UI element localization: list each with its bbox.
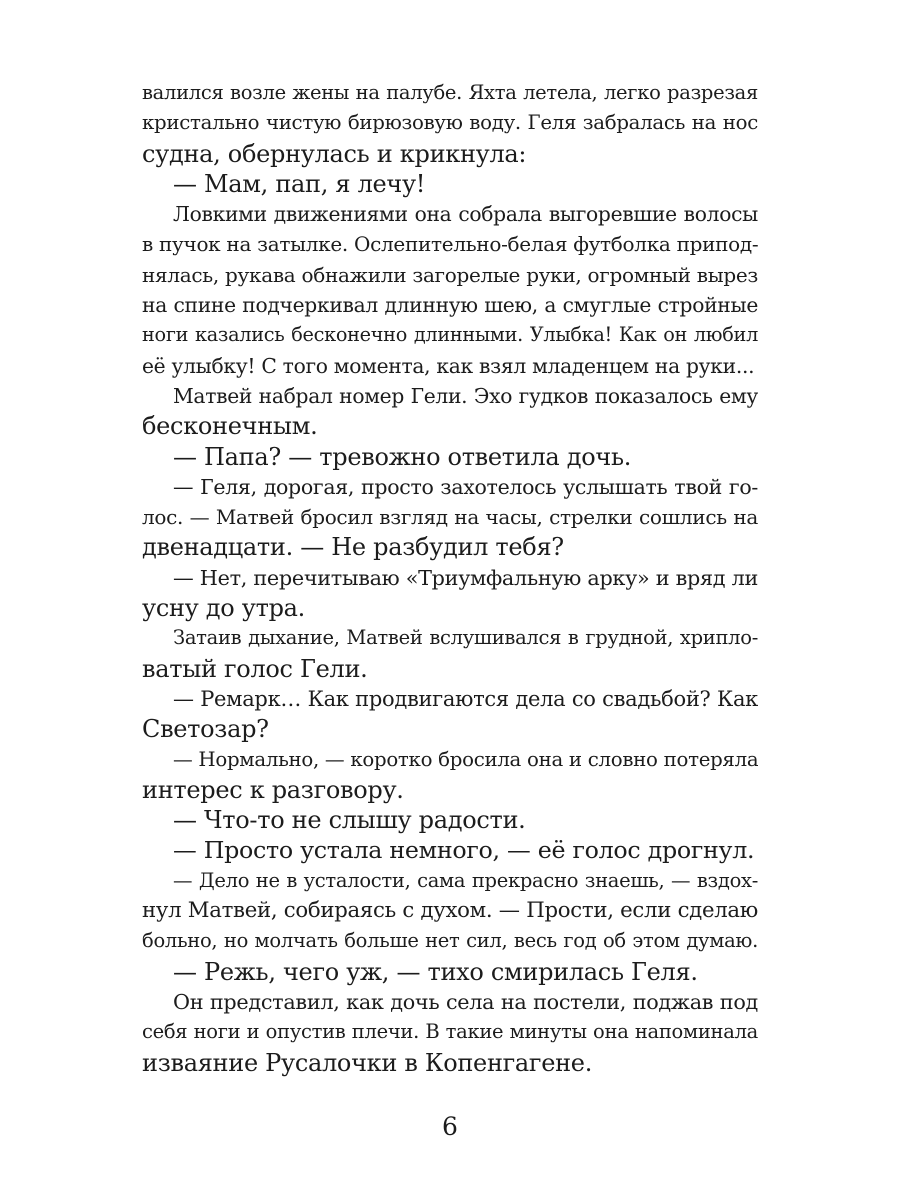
text-line: себя ноги и опустив плечи. В такие минуты она напоминала xyxy=(142,1020,758,1044)
text-line: судна, обернулась и крикнула: xyxy=(142,139,527,168)
dialogue-line: — Нормально, — коротко бросила она и словно потеряла xyxy=(173,747,758,771)
book-page-text xyxy=(142,78,758,1078)
paragraph-start: Ловкими движениями она собрала выгоревшие волосы xyxy=(173,202,758,227)
text-line: лос. — Матвей бросил взгляд на часы, стрелки сошлись на xyxy=(142,505,758,530)
paragraph-start: Матвей набрал номер Гели. Эхо гудков показалось ему xyxy=(173,383,758,408)
dialogue-line: — Что-то не слышу радости. xyxy=(173,806,526,835)
text-line: двенадцати. — Не разбудил тебя? xyxy=(142,533,564,562)
text-line: изваяние Русалочки в Копенгагене. xyxy=(142,1048,593,1077)
text-line: больно, но молчать больше нет сил, весь год об этом думаю. xyxy=(142,929,758,953)
dialogue-line: — Геля, дорогая, просто захотелось услышать твой го- xyxy=(173,474,758,499)
dialogue-line: — Нет, перечитываю «Триумфальную арку» и вряд ли xyxy=(173,565,758,590)
text-line: Светозар? xyxy=(142,715,269,744)
text-line: интерес к разговору. xyxy=(142,775,404,804)
text-line: бесконечным. xyxy=(142,412,318,441)
text-line: её улыбку! С того момента, как взял младенцем на руки... xyxy=(142,353,755,378)
text-line: нул Матвей, собираясь с духом. — Прости, если сделаю xyxy=(142,898,758,924)
text-line: усну до утра. xyxy=(142,594,305,623)
text-line: ватый голос Гели. xyxy=(142,654,368,683)
text-line: кристально чистую бирюзовую воду. Геля забралась на нос xyxy=(142,111,758,135)
dialogue-line: — Дело не в усталости, сама прекрасно знаешь, — вздох- xyxy=(173,868,758,892)
text-line: ноги казались бесконечно длинными. Улыбка! Как он любил xyxy=(142,323,758,347)
paragraph-start: Он представил, как дочь села на постели, поджав под xyxy=(173,989,758,1014)
dialogue-line: — Просто устала немного, — её голос дрогнул. xyxy=(173,836,755,865)
dialogue-line: — Папа? — тревожно ответила дочь. xyxy=(173,442,632,471)
dialogue-line: — Мам, пап, я лечу! xyxy=(173,169,426,198)
paragraph-start: Затаив дыхание, Матвей вслушивался в грудной, хрипло- xyxy=(173,626,758,650)
dialogue-line: — Ремарк… Как продвигаются дела со свадьбой? Как xyxy=(173,686,758,711)
text-line: на спине подчеркивал длинную шею, а смуглые стройные xyxy=(142,293,758,318)
text-line: нялась, рукава обнажили загорелые руки, огромный вырез xyxy=(142,262,758,287)
page-number: 6 xyxy=(442,1112,458,1141)
text-line: в пучок на затылке. Ослепительно-белая футболка припод- xyxy=(142,232,758,257)
text-line: валился возле жены на палубе. Яхта летела, легко разрезая xyxy=(142,81,758,104)
dialogue-line: — Режь, чего уж, — тихо смирилась Геля. xyxy=(173,957,698,986)
